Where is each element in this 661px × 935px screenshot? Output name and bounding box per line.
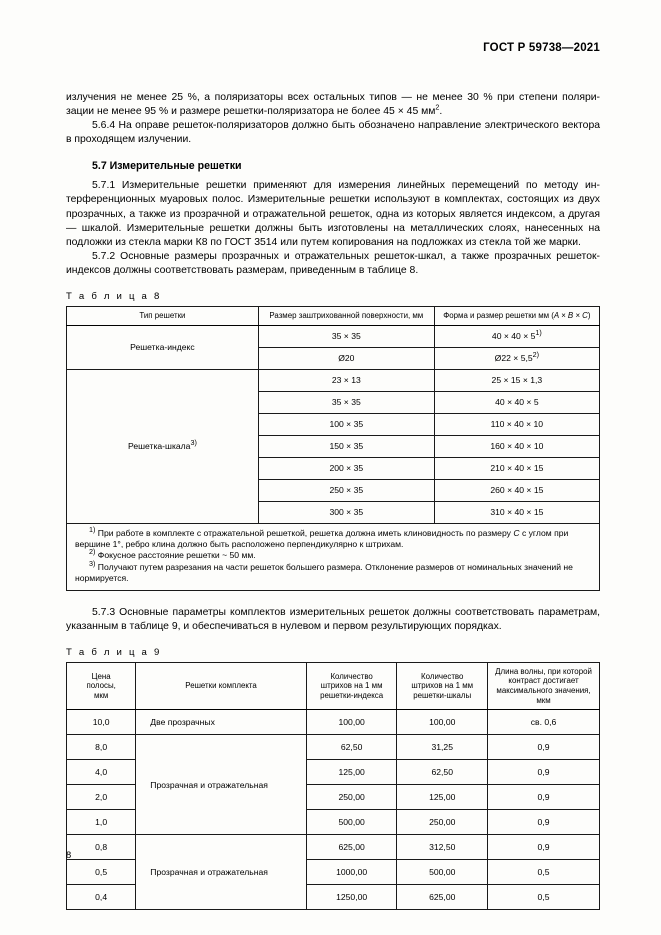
table-9-caption-number: 9 xyxy=(153,646,160,658)
table-9-header-wavelength-l4: мкм xyxy=(536,695,551,705)
table-8-size: 35 × 35 xyxy=(258,325,434,347)
standard-number-header: ГОСТ Р 59738—2021 xyxy=(483,42,600,54)
table-9-wavelength: св. 0,6 xyxy=(488,710,600,735)
table-8-form-value: 40 × 40 × 5 xyxy=(491,330,536,341)
table-8-size: 150 × 35 xyxy=(258,435,434,457)
paragraph-5-7-2 xyxy=(66,250,600,278)
table-9-wavelength: 0,9 xyxy=(488,760,600,785)
table-9-header-price-l3: мкм xyxy=(93,690,109,700)
table-row xyxy=(67,835,600,860)
table-8-body xyxy=(67,325,600,523)
table-9-wavelength: 0,5 xyxy=(488,860,600,885)
table-9-header-scale-l2: штрихов на 1 мм xyxy=(411,681,474,691)
table-9-price: 8,0 xyxy=(67,735,136,760)
table-9-header-wavelength-l1: Длина волны, при которой xyxy=(495,666,592,676)
table-9-index-lines: 250,00 xyxy=(306,785,397,810)
table-9 xyxy=(66,662,600,910)
table-9-index-lines: 1250,00 xyxy=(306,885,397,910)
table-8-form: 260 × 40 × 15 xyxy=(434,479,599,501)
table-9-header-row xyxy=(67,662,600,709)
table-9-wavelength: 0,5 xyxy=(488,885,600,910)
table-9-price: 0,4 xyxy=(67,885,136,910)
table-9-header-price-l2: полосы, xyxy=(86,681,116,691)
footnote-1-text-b: с углом при вершине 1°, ребро клина должно быть расположено перпендикулярно к штрихам. xyxy=(75,527,569,550)
table-8-size: 200 × 35 xyxy=(258,457,434,479)
table-8-header-form-size xyxy=(434,307,599,326)
table-8-header-type: Тип решетки xyxy=(67,307,259,326)
footnote-2-marker: 2) xyxy=(89,547,96,557)
table-8-form: 310 × 40 × 15 xyxy=(434,501,599,523)
table-9-price: 0,5 xyxy=(67,860,136,885)
table-8-size: 250 × 35 xyxy=(258,479,434,501)
table-9-wavelength: 0,9 xyxy=(488,785,600,810)
table-8-type-scale xyxy=(67,369,259,523)
superscript-squared: 2 xyxy=(435,102,440,112)
footnote-3-text: Получают путем разрезания на части решеток большего размера. Отклонение размеров от номинальных значений не нормируется. xyxy=(75,561,573,584)
table-9-header-wavelength-l3: максимального значения, xyxy=(496,686,591,696)
para-5-6-3-line2-post: . xyxy=(439,106,443,118)
table-9-head xyxy=(67,662,600,709)
table-8-size: Ø20 xyxy=(258,347,434,369)
footnote-1-text-a: При работе в комплекте с отражательной решеткой, решетка должна иметь клиновидность по размеру xyxy=(97,527,514,538)
table-9-scale-lines: 625,00 xyxy=(397,885,488,910)
heading-5-7: 5.7 Измерительные решетки xyxy=(92,160,242,173)
table-9-header-index-lines xyxy=(306,662,397,709)
table-9-header-scale-l1: Количество xyxy=(421,671,464,681)
paragraph-5-7-2-text: 5.7.2 Основные размеры прозрачных и отражательных решеток-шкал, а также прозрачных решеток-индексов должны соответствовать размерам, приведенным в таблице 8. xyxy=(66,250,600,276)
footnote-1-symbol: C xyxy=(513,527,520,538)
table-9-set: Две прозрачных xyxy=(136,710,307,735)
footnote-3 xyxy=(75,558,591,585)
table-row xyxy=(67,735,600,760)
table-9-header-scale-lines xyxy=(397,662,488,709)
table-9-scale-lines: 100,00 xyxy=(397,710,488,735)
table-8-form: 110 × 40 × 10 xyxy=(434,413,599,435)
paragraph-5-6-4-text: 5.6.4 На оправе решеток-поляризаторов должно быть обозначено направление электрического вектора в проходящем излучении. xyxy=(66,120,600,146)
paragraph-5-6-4 xyxy=(66,119,600,147)
page-number: 8 xyxy=(66,849,72,860)
table-9-scale-lines: 31,25 xyxy=(397,735,488,760)
table-8-header-surface-size: Размер заштрихованной поверхности, мм xyxy=(258,307,434,326)
table-8 xyxy=(66,306,600,591)
para-5-6-3-line2-pre: зации не менее 95 % и размере решетки-поляризатора не более 45 × 45 мм xyxy=(66,106,436,118)
table-8-size: 300 × 35 xyxy=(258,501,434,523)
table-8-caption xyxy=(66,291,600,302)
table-9-price: 0,8 xyxy=(67,835,136,860)
table-9-scale-lines: 500,00 xyxy=(397,860,488,885)
table-9-caption xyxy=(66,647,600,658)
table-9-index-lines: 625,00 xyxy=(306,835,397,860)
table-8-form xyxy=(434,325,599,347)
table-8-header-form-prefix: Форма и размер решетки мм ( xyxy=(443,311,554,321)
table-9-header-index-l3: решетки-индекса xyxy=(320,690,384,700)
footnote-3-marker: 3) xyxy=(89,558,96,568)
paragraph-5-7-3 xyxy=(66,606,600,634)
footnote-ref-3: 3) xyxy=(190,438,197,448)
table-9-header-price-l1: Цена xyxy=(91,671,111,681)
table-8-form: 210 × 40 × 15 xyxy=(434,457,599,479)
table-8-header-form-suffix: ) xyxy=(587,311,591,321)
table-9-set: Прозрачная и отражательная xyxy=(136,735,307,835)
table-9-set: Прозрачная и отражательная xyxy=(136,835,307,910)
table-9-header-price xyxy=(67,662,136,709)
paragraph-5-7-3-text: 5.7.3 Основные параметры комплектов измерительных решеток должны соответствовать параметрам, указанным в таблице 9, и обеспечиваться в нулевом и первом результирующих порядках. xyxy=(66,606,600,632)
table-9-caption-label: Т а б л и ц а xyxy=(66,646,150,658)
table-9-price: 2,0 xyxy=(67,785,136,810)
table-9-index-lines: 500,00 xyxy=(306,810,397,835)
paragraph-5-7-1 xyxy=(66,179,600,249)
table-9-header-wavelength-l2: контраст достигает xyxy=(508,676,579,686)
para-5-6-3-line1: излучения не менее 25 %, а поляризаторы всех остальных типов — не менее 30 % при степени поляри- xyxy=(66,92,600,103)
table-9-index-lines: 1000,00 xyxy=(306,860,397,885)
table-row xyxy=(67,369,600,391)
table-row xyxy=(67,325,600,347)
table-8-caption-label: Т а б л и ц а xyxy=(66,291,150,303)
table-9-header-scale-l3: решетки-шкалы xyxy=(413,690,472,700)
table-9-index-lines: 62,50 xyxy=(306,735,397,760)
table-8-size: 100 × 35 xyxy=(258,413,434,435)
table-8-header-row xyxy=(67,307,600,326)
table-9-header-index-l2: штрихов на 1 мм xyxy=(320,681,383,691)
table-8-type-scale-label: Решетка-шкала xyxy=(128,440,191,451)
table-8-footnotes-cell xyxy=(67,523,600,590)
table-8-header-form-symbols: A × B × C xyxy=(553,311,588,321)
table-9-header-set: Решетки комплекта xyxy=(136,662,307,709)
footnote-1 xyxy=(75,524,591,551)
footnote-ref-2: 2) xyxy=(532,350,540,360)
table-8-caption-number: 8 xyxy=(153,291,160,303)
footnote-2 xyxy=(75,547,591,561)
page-content xyxy=(66,0,600,910)
table-8-footnotes xyxy=(67,523,600,590)
table-9-wavelength: 0,9 xyxy=(488,810,600,835)
table-9-scale-lines: 62,50 xyxy=(397,760,488,785)
table-9-price: 4,0 xyxy=(67,760,136,785)
footnote-1-marker: 1) xyxy=(89,524,96,534)
footnote-ref-1: 1) xyxy=(535,328,542,338)
table-8-head xyxy=(67,307,600,326)
table-row xyxy=(67,710,600,735)
table-9-wavelength: 0,9 xyxy=(488,735,600,760)
table-8-size: 23 × 13 xyxy=(258,369,434,391)
table-9-wavelength: 0,9 xyxy=(488,835,600,860)
table-9-body xyxy=(67,710,600,910)
table-9-scale-lines: 125,00 xyxy=(397,785,488,810)
table-9-scale-lines: 312,50 xyxy=(397,835,488,860)
table-9-scale-lines: 250,00 xyxy=(397,810,488,835)
table-9-index-lines: 100,00 xyxy=(306,710,397,735)
table-8-type-index: Решетка-индекс xyxy=(67,325,259,369)
footnote-2-text: Фокусное расстояние решетки ~ 50 мм. xyxy=(97,550,256,561)
table-9-header-wavelength xyxy=(488,662,600,709)
table-8-form: 25 × 15 × 1,3 xyxy=(434,369,599,391)
table-8-form xyxy=(434,347,599,369)
table-8-size: 35 × 35 xyxy=(258,391,434,413)
table-8-form: 40 × 40 × 5 xyxy=(434,391,599,413)
table-9-index-lines: 125,00 xyxy=(306,760,397,785)
table-9-header-index-l1: Количество xyxy=(330,671,373,681)
paragraph-5-6-3-continued xyxy=(66,91,600,119)
table-9-price: 1,0 xyxy=(67,810,136,835)
paragraph-5-7-1-text: 5.7.1 Измерительные решетки применяют для измерения линейных перемещений по методу интерференционных муаровых полос. Измерительные решетки используют в комплектах, состоящих из двух прозрачных, а также из прозрачной и отражательной решеток, одна из которых является индексом, а другая — шкалой. Измерительные решетки должны быть изготовлены на металлических слоях, нанесенных на подложки из стекла марки К8 по ГОСТ 3514 или путем копирования на подложках из стекла той же марки. xyxy=(66,180,600,248)
table-8-footnote-row xyxy=(67,523,600,590)
table-9-price: 10,0 xyxy=(67,710,136,735)
table-8-form: 160 × 40 × 10 xyxy=(434,435,599,457)
table-8-form-value: Ø22 × 5,5 xyxy=(494,352,533,363)
